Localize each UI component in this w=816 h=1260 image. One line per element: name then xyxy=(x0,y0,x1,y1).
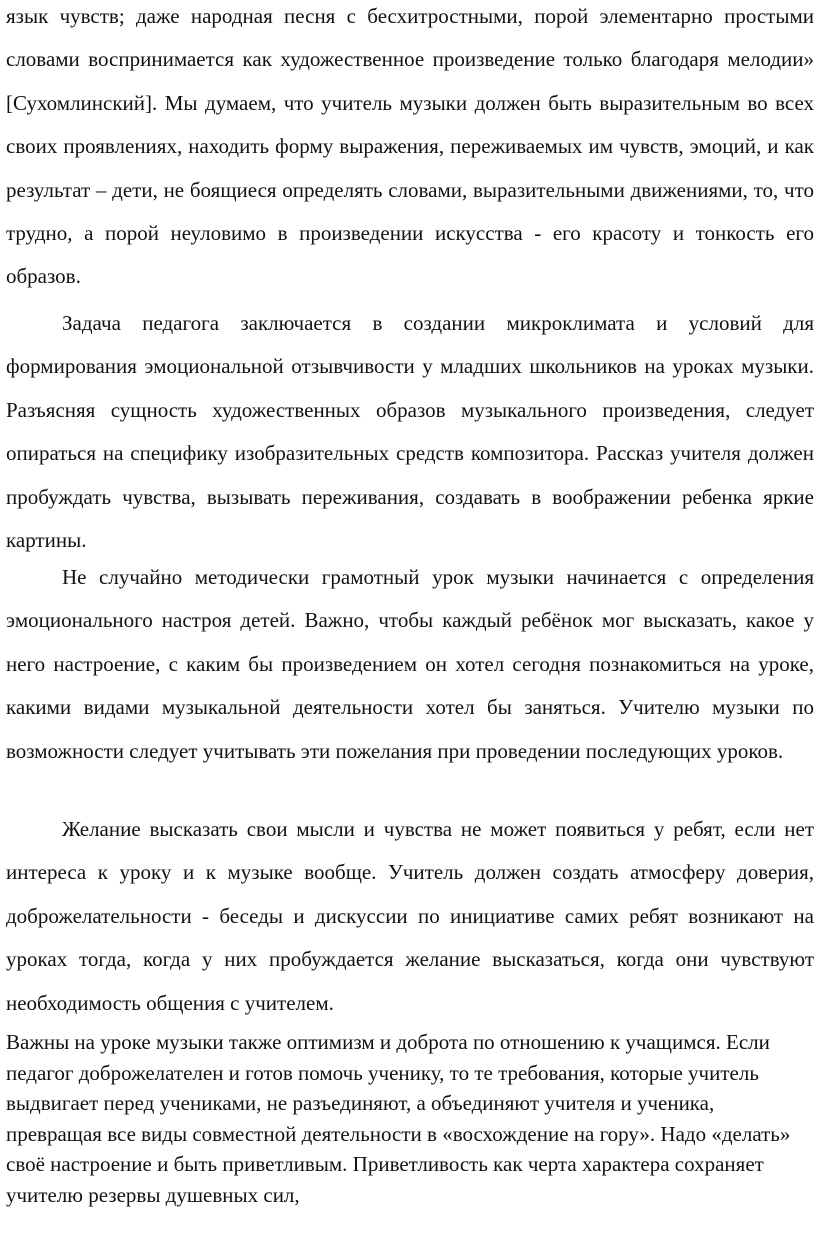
paragraph-optimism-kindness: Важны на уроке музыки также оптимизм и доброта по отношению к учащимся. Если педагог доброжелателен и готов помочь ученику, то те требования, которые учитель выдвигает перед учениками, не разъединяют, а объединяют учителя и ученика, превращая все виды совместной деятельности в «восхождение на гору». Надо «делать» своё настроение и быть приветливым. Приветливость как черта характера сохраняет учителю резервы душевных сил, xyxy=(6,1030,791,1207)
paragraph-continuation: язык чувств; даже народная песня с бесхитростными, порой элементарно простыми словами воспринимается как художественное произведение только благодаря мелодии» [Сухомлинский]. Мы думаем, что учитель музыки должен быть выразительным во всех своих проявлениях, находить форму выражения, переживаемых им чувств, эмоций, и как результат – дети, не боящиеся определять словами, выразительными движениями, то, что трудно, а порой неуловимо в произведении искусства - его красоту и тонкость его образов. xyxy=(6,4,814,289)
paragraph-emotional-mood: Не случайно методически грамотный урок музыки начинается с определения эмоционального настроя детей. Важно, чтобы каждый ребёнок мог высказать, какое у него настроение, с каким бы произведением он хотел сегодня познакомиться на уроке, какими видами музыкальной деятельности хотел бы заняться. Учителю музыки по возможности следует учитывать эти пожелания при проведении последующих уроков. xyxy=(6,565,814,763)
paragraph-teacher-task: Задача педагога заключается в создании микроклимата и условий для формирования эмоциональной отзывчивости у младших школьников на уроках музыки. Разъясняя сущность художественных образов музыкального произведения, следует опираться на специфику изобразительных средств композитора. Рассказ учителя должен пробуждать чувства, вызывать переживания, создавать в воображении ребенка яркие картины. xyxy=(6,311,814,553)
paragraph-desire-to-speak: Желание высказать свои мысли и чувства не может появиться у ребят, если нет интереса к уроку и к музыке вообще. Учитель должен создать атмосферу доверия, доброжелательности - беседы и дискуссии по инициативе самих ребят возникают на уроках тогда, когда у них пробуждается желание высказаться, когда они чувствуют необходимость общения с учителем. xyxy=(6,817,814,1015)
